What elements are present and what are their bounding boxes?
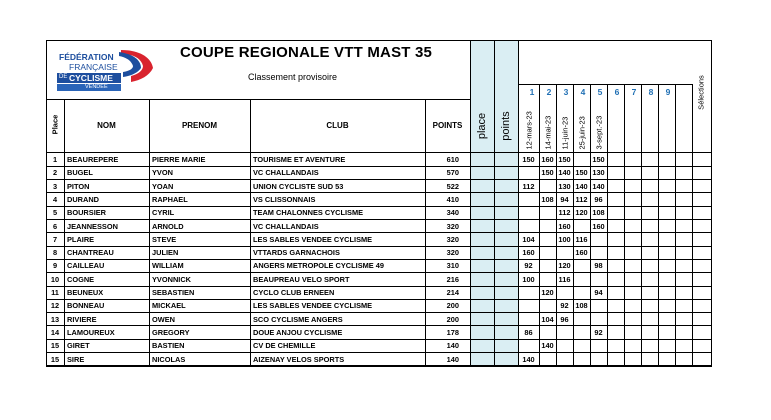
points-column-shade [494,40,518,367]
row-round-points: 108 [592,208,605,218]
row-place: 6 [52,221,58,231]
row-place: 12 [50,301,60,311]
row-nom: COGNE [67,274,95,284]
row-round-points: 150 [592,155,605,164]
row-place: 14 [50,327,60,337]
row-round-points: 108 [541,194,554,204]
round-date: 25-juin-23 [577,116,586,150]
round-number: 5 [597,87,603,97]
round-number: 1 [529,87,535,97]
row-points: 310 [446,261,459,271]
row-points: 320 [446,221,459,231]
row-nom: SIRE [67,354,85,364]
row-prenom: OWEN [152,314,175,324]
row-place: 11 [51,288,59,297]
row-nom: LAMOUREUX [67,327,115,337]
row-club: ANGERS METROPOLE CYCLISME 49 [253,261,384,271]
row-round-points: 98 [594,261,603,271]
row-place: 10 [50,274,60,284]
round-number: 8 [648,87,654,97]
row-nom: CAILLEAU [67,261,105,271]
round-number: 9 [665,87,671,97]
col-header-selections: Sélections [696,75,706,110]
row-round-points: 140 [522,354,535,364]
row-place: 7 [52,234,58,244]
col-header-nom: NOM [97,121,116,130]
row-round-points: 116 [575,234,588,244]
row-club: CYCLO CLUB ERNEEN [253,288,335,297]
row-round-points: 112 [522,181,535,191]
row-club: VC CHALLANDAIS [253,221,319,231]
logo-line5: VENDÉE [85,84,108,90]
row-place: 8 [52,248,58,258]
round-number: 7 [631,87,637,97]
row-round-points: 120 [575,208,588,218]
row-place: 3 [52,181,58,191]
col-header-place: Place [50,114,60,135]
row-points: 214 [446,288,459,297]
row-place: 4 [52,194,58,204]
row-round-points: 130 [558,181,571,191]
row-nom: BUGEL [67,168,93,178]
logo-line3: DE [59,74,68,80]
row-points: 140 [446,354,459,364]
row-round-points: 120 [541,288,554,297]
row-club: LES SABLES VENDEE CYCLISME [253,234,373,244]
row-round-points: 104 [522,234,535,244]
col-header-place-result: place [476,112,488,140]
row-round-points: 160 [541,155,554,164]
logo-line4: CYCLISME [69,73,113,83]
row-round-points: 100 [558,234,571,244]
standings-table [46,40,712,367]
row-prenom: MICKAEL [152,301,186,311]
row-round-points: 160 [522,248,535,258]
row-round-points: 92 [560,301,569,311]
row-points: 200 [446,314,459,324]
row-prenom: PIERRE MARIE [152,155,206,164]
row-round-points: 160 [592,221,605,231]
row-nom: BOURSIER [67,208,107,218]
col-header-club: CLUB [326,121,349,130]
row-round-points: 160 [575,248,588,258]
row-place: 15 [50,341,60,351]
row-round-points: 92 [524,261,533,271]
row-nom: BONNEAU [67,301,105,311]
place-column-shade [470,40,494,367]
row-round-points: 86 [524,327,533,337]
row-nom: PITON [67,181,90,191]
round-number: 2 [546,87,552,97]
row-round-points: 150 [541,168,554,178]
row-club: SCO CYCLISME ANGERS [253,314,343,324]
row-round-points: 120 [558,261,571,271]
row-round-points: 94 [560,194,569,204]
row-place: 13 [50,314,60,324]
row-club: VS CLISSONNAIS [253,194,316,204]
row-club: DOUE ANJOU CYCLISME [253,327,343,337]
row-round-points: 104 [541,314,554,324]
logo-line1: FÉDÉRATION [59,52,114,62]
row-prenom: YVONNICK [152,274,192,284]
round-date: 14-mai-23 [543,115,552,150]
row-prenom: STEVE [152,234,177,244]
row-round-points: 94 [594,288,603,297]
row-points: 320 [446,248,459,258]
row-nom: DURAND [67,194,100,204]
row-prenom: NICOLAS [152,354,186,364]
round-date: 11-juin-23 [560,116,569,150]
row-round-points: 112 [558,208,571,218]
row-nom: JEANNESSON [67,221,118,231]
row-round-points: 108 [575,301,588,311]
row-nom: BEUNEUX [67,288,104,297]
row-round-points: 150 [522,155,535,164]
col-header-prenom: PRENOM [181,121,218,130]
row-round-points: 160 [558,221,571,231]
row-prenom: BASTIEN [152,341,185,351]
row-prenom: YOAN [152,181,174,191]
row-points: 216 [446,274,459,284]
row-round-points: 92 [594,327,603,337]
row-prenom: WILLIAM [152,261,184,271]
row-nom: RIVIERE [67,314,97,324]
row-round-points: 130 [592,168,605,178]
row-prenom: GREGORY [152,327,190,337]
row-club: LES SABLES VENDEE CYCLISME [253,301,373,311]
row-round-points: 112 [575,194,588,204]
row-prenom: ARNOLD [152,221,184,231]
row-round-points: 140 [558,168,571,178]
row-round-points: 96 [594,194,603,204]
row-nom: GIRET [67,341,90,351]
row-nom: CHANTREAU [67,248,114,258]
row-place: 5 [52,208,58,218]
col-header-points: POINTS [432,121,463,130]
col-header-points-result: points [500,111,512,141]
round-number: 3 [563,87,569,97]
row-points: 200 [446,301,459,311]
row-round-points: 140 [575,181,588,191]
page-title: COUPE REGIONALE VTT MAST 35 [180,44,433,61]
row-club: VC CHALLANDAIS [253,168,319,178]
row-points: 178 [446,327,459,337]
row-place: 15 [50,354,60,364]
row-round-points: 96 [560,314,569,324]
row-club: AIZENAY VELOS SPORTS [253,354,345,364]
row-points: 410 [446,194,459,204]
round-date: 12-mars-23 [524,111,533,150]
row-club: BEAUPREAU VELO SPORT [253,274,350,284]
round-number: 6 [614,87,620,97]
row-round-points: 116 [558,274,571,284]
row-club: TOURISME ET AVENTURE [253,155,346,164]
row-club: UNION CYCLISTE SUD 53 [253,181,344,191]
row-prenom: SEBASTIEN [152,288,195,297]
row-prenom: RAPHAEL [152,194,188,204]
row-points: 610 [446,155,459,164]
row-round-points: 140 [541,341,554,351]
row-nom: BEAUREPERE [67,155,119,164]
row-prenom: CYRIL [152,208,175,218]
row-club: VTTARDS GARNACHOIS [253,248,340,258]
row-prenom: JULIEN [152,248,179,258]
row-club: CV DE CHEMILLE [253,341,316,351]
row-points: 340 [446,208,459,218]
row-prenom: YVON [152,168,173,178]
row-points: 320 [446,234,459,244]
row-points: 522 [446,181,459,191]
logo-line2: FRANÇAISE [69,62,118,72]
row-points: 140 [446,341,459,351]
row-round-points: 150 [558,155,571,164]
round-date: 3-sept.-23 [594,115,603,150]
row-club: TEAM CHALONNES CYCLISME [253,208,364,218]
row-place: 1 [52,155,58,164]
row-place: 2 [52,168,58,178]
row-nom: PLAIRE [67,234,95,244]
row-points: 570 [446,168,459,178]
row-round-points: 150 [575,168,588,178]
row-round-points: 100 [522,274,535,284]
page-subtitle: Classement provisoire [248,72,338,82]
round-number: 4 [580,87,586,97]
row-place: 9 [52,261,58,271]
row-round-points: 140 [592,181,605,191]
